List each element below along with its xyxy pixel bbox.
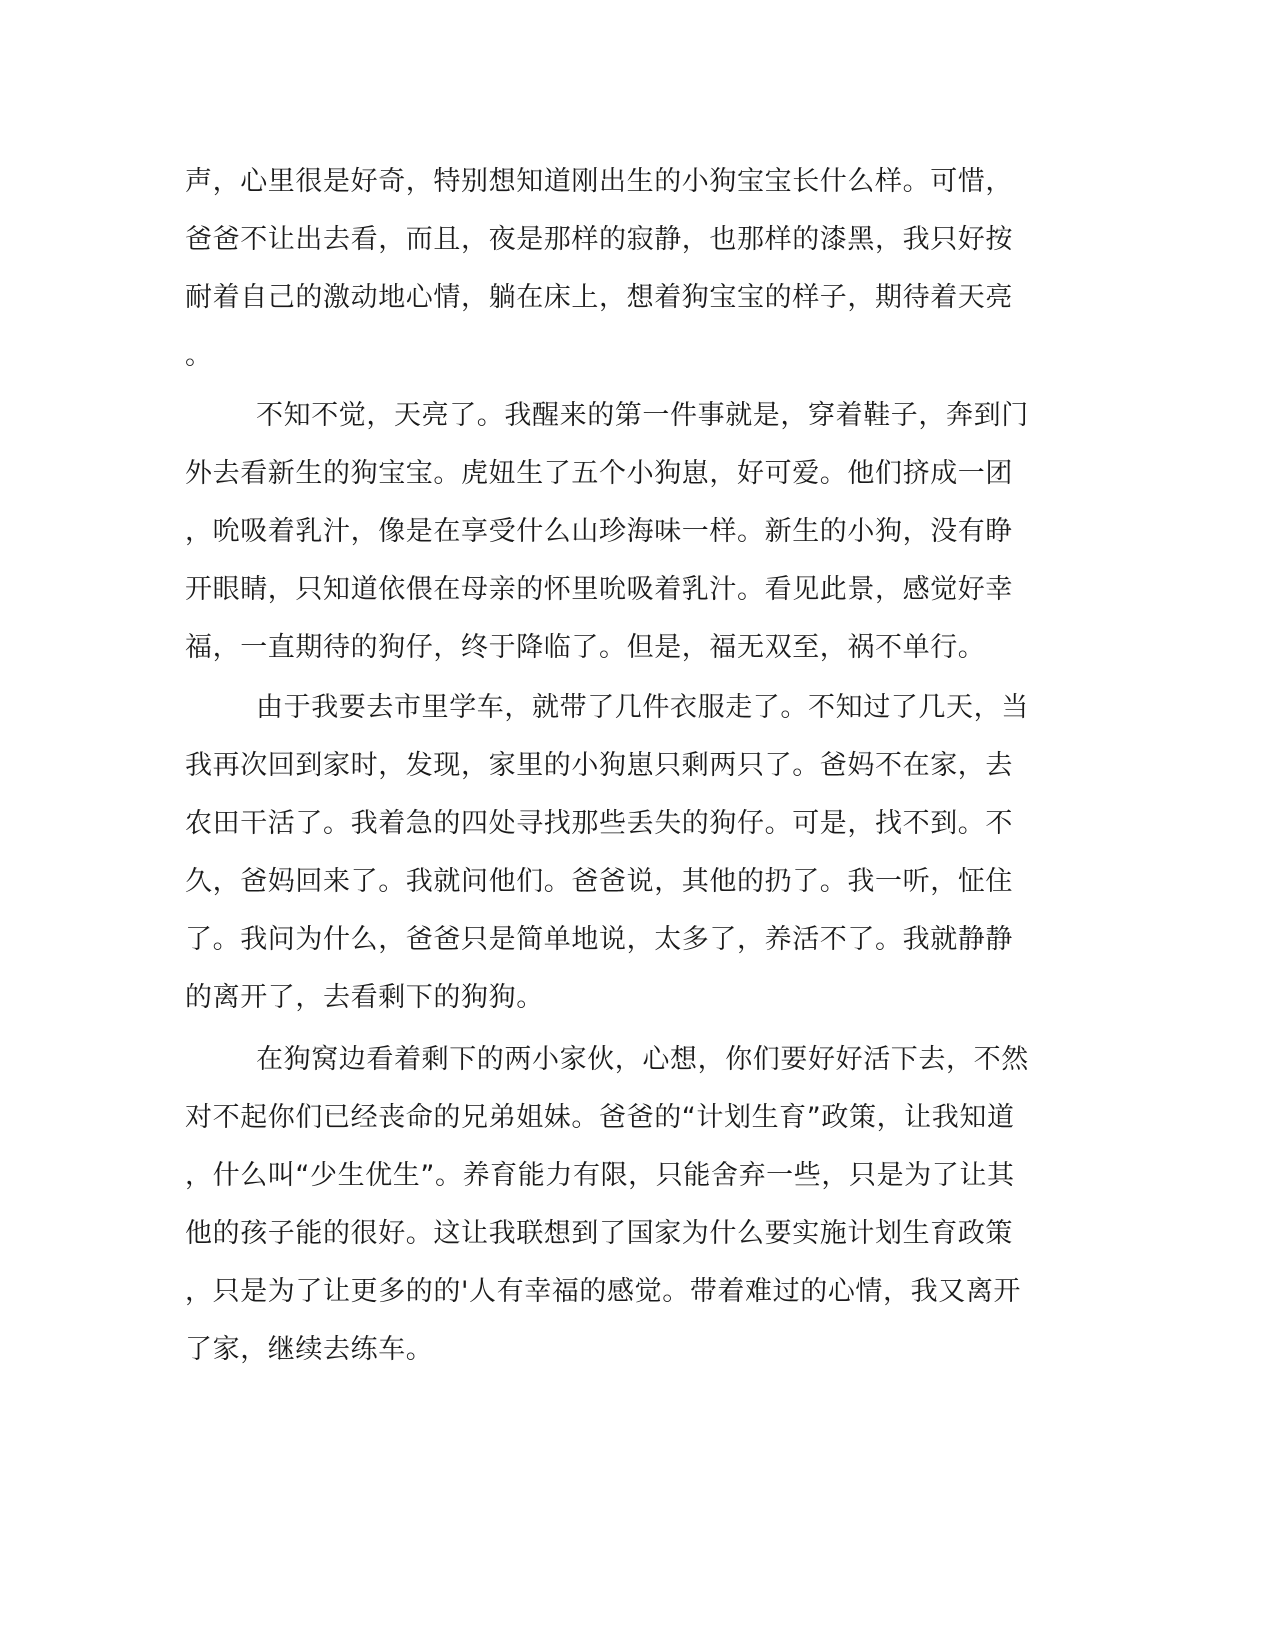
text-line-1: 声，心里很是好奇，特别想知道刚出生的小狗宝宝长什么样。可惜， <box>185 166 1013 197</box>
text-line-15: 的离开了，去看剩下的狗狗。 <box>185 982 544 1013</box>
text-line-3: 耐着自己的激动地心情，躺在床上，想着狗宝宝的样子，期待着天亮 <box>185 282 1013 313</box>
text-line-4: 。 <box>185 340 213 371</box>
text-line-17: 对不起你们已经丧命的兄弟姐妹。爸爸的“计划生育”政策，让我知道 <box>185 1102 1015 1133</box>
text-line-2: 爸爸不让出去看，而且，夜是那样的寂静，也那样的漆黑，我只好按 <box>185 224 1013 255</box>
text-line-8: 开眼睛，只知道依偎在母亲的怀里吮吸着乳汁。看见此景，感觉好幸 <box>185 574 1013 605</box>
text-line-11: 我再次回到家时，发现，家里的小狗崽只剩两只了。爸妈不在家，去 <box>185 750 1013 781</box>
text-line-12: 农田干活了。我着急的四处寻找那些丢失的狗仔。可是，找不到。不 <box>185 808 1013 839</box>
paragraph-2-line-1: 不知不觉，天亮了。我醒来的第一件事就是，穿着鞋子，奔到门 <box>256 400 1029 431</box>
paragraph-4-line-1: 在狗窝边看着剩下的两小家伙，心想，你们要好好活下去，不然 <box>256 1044 1029 1075</box>
text-line-21: 了家，继续去练车。 <box>185 1334 434 1365</box>
text-line-20: ，只是为了让更多的的'人有幸福的感觉。带着难过的心情，我又离开 <box>185 1276 1022 1307</box>
paragraph-3-line-1: 由于我要去市里学车，就带了几件衣服走了。不知过了几天，当 <box>256 692 1029 723</box>
text-line-14: 了。我问为什么，爸爸只是简单地说，太多了，养活不了。我就静静 <box>185 924 1013 955</box>
text-line-9: 福，一直期待的狗仔，终于降临了。但是，福无双至，祸不单行。 <box>185 632 986 663</box>
text-line-13: 久，爸妈回来了。我就问他们。爸爸说，其他的扔了。我一听，怔住 <box>185 866 1013 897</box>
text-line-19: 他的孩子能的很好。这让我联想到了国家为什么要实施计划生育政策 <box>185 1218 1013 1249</box>
text-line-6: 外去看新生的狗宝宝。虎妞生了五个小狗崽，好可爱。他们挤成一团 <box>185 458 1013 489</box>
text-line-18: ，什么叫“少生优生”。养育能力有限，只能舍弃一些，只是为了让其 <box>185 1160 1015 1191</box>
text-line-7: ，吮吸着乳汁，像是在享受什么山珍海味一样。新生的小狗，没有睁 <box>185 516 1013 547</box>
